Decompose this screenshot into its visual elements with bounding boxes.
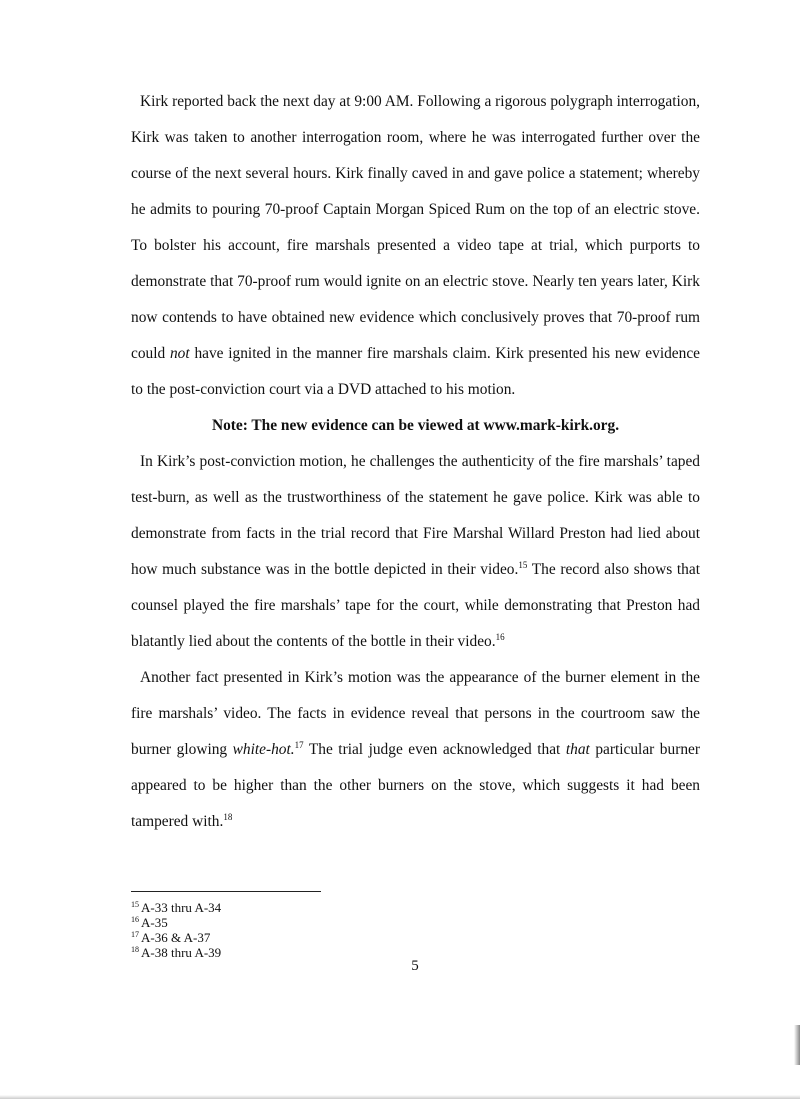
paragraph-1-text: Kirk reported back the next day at 9:00 AM. Following a rigorous polygraph interrogation, Kirk was taken to another interrogation room, where he was interrogated further over the course of the next several hours. Kirk finally caved in and gave police a statement; whereby he admits to pouring 70-proof Captain Morgan Spiced Rum on the top of an electric stove. To bolster his account, fire marshals presented a video tape at trial, which purports to demonstrate that 70-proof rum would ignite on an electric stove. Nearly ten years later, Kirk now contends to have obtained new evidence which conclusively proves that 70-proof rum could bbox=[131, 93, 700, 362]
scan-edge-mark bbox=[794, 1025, 800, 1065]
footnote-item bbox=[131, 945, 431, 960]
note-line: Note: The new evidence can be viewed at www.mark-kirk.org. bbox=[211, 417, 620, 434]
footnote-ref-16: 16 bbox=[495, 632, 505, 642]
paragraph-3-text: Another fact presented in Kirk’s motion was the appearance of the burner element in the fire marshals’ video. The facts in evidence reveal that persons in the courtroom saw the burner glowing bbox=[131, 669, 700, 758]
paragraph-1 bbox=[131, 84, 700, 408]
footnote-text: A-38 thru A-39 bbox=[141, 945, 222, 960]
paragraph-3-mid2: particular burner appeared to be higher than the other burners on the stove, which suggests it had been tampered with. bbox=[131, 741, 700, 830]
footnote-item bbox=[131, 900, 431, 915]
emphasis-not: not bbox=[169, 345, 190, 362]
emphasis-that: that bbox=[565, 741, 590, 758]
footnote-number: 18 bbox=[131, 945, 139, 954]
footnote-divider bbox=[131, 891, 321, 892]
paragraph-3-mid1: The trial judge even acknowledged that bbox=[308, 741, 561, 758]
paragraph-2-mid: The record also shows that counsel played the fire marshals’ tape for the court, while demonstrating that Preston had blatantly lied about the contents of the bottle in their video. bbox=[131, 561, 700, 650]
footnote-item bbox=[131, 930, 431, 945]
footnote-text: A-33 thru A-34 bbox=[141, 900, 222, 915]
footnote-number: 16 bbox=[131, 915, 139, 924]
paragraph-2-text: In Kirk’s post-conviction motion, he challenges the authenticity of the fire marshals’ taped test-burn, as well as the trustworthiness of the statement he gave police. Kirk was able to demonstrate from facts in the trial record that Fire Marshal Willard Preston had lied about how much substance was in the bottle depicted in their video. bbox=[131, 453, 700, 578]
footnote-number: 15 bbox=[131, 900, 139, 909]
footnote-ref-15: 15 bbox=[518, 560, 528, 570]
paragraph-3 bbox=[131, 660, 700, 840]
footnote-text: A-35 bbox=[141, 915, 168, 930]
paragraph-2 bbox=[131, 444, 700, 660]
body-text bbox=[131, 84, 700, 840]
paragraph-1-end: have ignited in the manner fire marshals claim. Kirk presented his new evidence to the post-conviction court via a DVD attached to his motion. bbox=[131, 345, 700, 398]
emphasis-white-hot: white-hot. bbox=[232, 741, 295, 758]
page-number: 5 bbox=[411, 958, 419, 974]
footnote-item bbox=[131, 915, 431, 930]
footnotes bbox=[131, 900, 431, 960]
footnote-ref-18: 18 bbox=[223, 812, 233, 822]
footnote-ref-17: 17 bbox=[294, 740, 304, 750]
scan-bottom-shadow bbox=[0, 1095, 800, 1099]
footnote-text: A-36 & A-37 bbox=[141, 930, 211, 945]
footnote-number: 17 bbox=[131, 930, 139, 939]
